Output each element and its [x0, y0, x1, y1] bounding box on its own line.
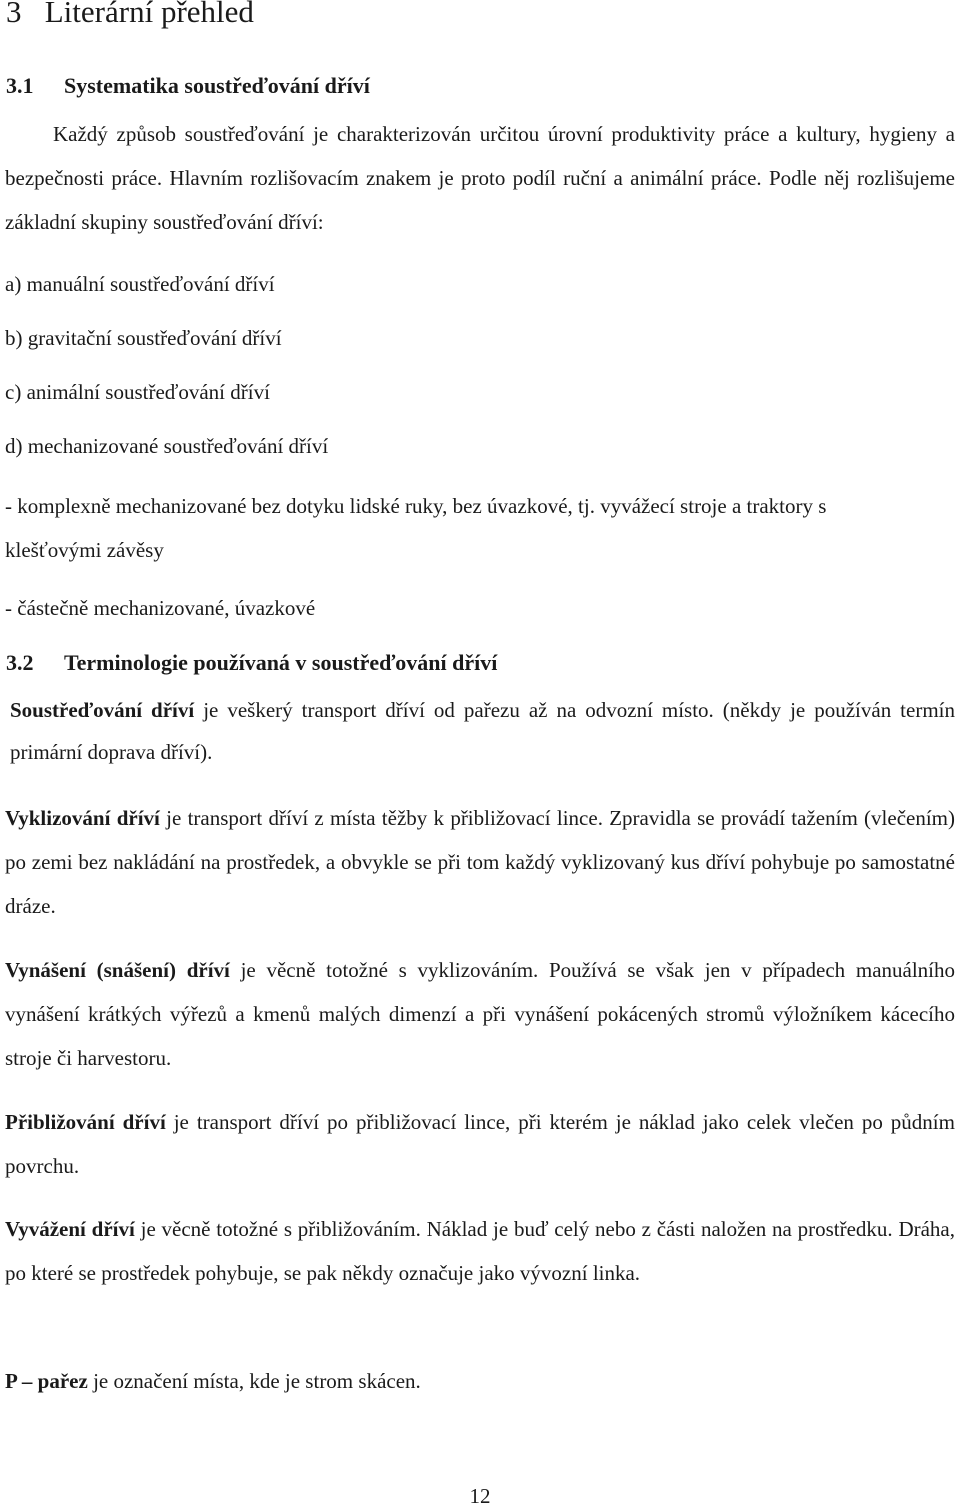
sub-list-item: - komplexně mechanizované bez dotyku lidské ruky, bez úvazkové, tj. vyvážecí stroje a traktory s klešťovými závěsy	[5, 494, 827, 562]
section-number: 3.2	[6, 650, 34, 675]
definition-term: Soustřeďování dříví	[10, 698, 195, 722]
definition-text: je transport dříví po přibližovací lince, při kterém je náklad jako celek vlečen po půdním povrchu.	[5, 1110, 955, 1178]
intro-paragraph: Každý způsob soustřeďování je charakterizován určitou úrovní produktivity práce a kultury, hygieny a bezpečnosti práce. Hlavním rozlišovacím znakem je proto podíl ruční a animální práce. Podle něj rozlišujeme základní skupiny soustřeďování dříví:	[5, 122, 955, 234]
list-item: c) animální soustřeďování dříví	[5, 380, 270, 404]
section-title: Systematika soustřeďování dříví	[64, 73, 370, 98]
section-number: 3.1	[6, 73, 34, 98]
list-item: d) mechanizované soustřeďování dříví	[5, 434, 329, 458]
definition-paragraph	[5, 1100, 955, 1188]
definition-paragraph	[10, 689, 955, 773]
definition-text: je věcně totožné s přibližováním. Náklad je buď celý nebo z části naložen na prostředku. Dráha, po které se prostředek pohybuje, se pak někdy označuje jako vývozní linka.	[5, 1217, 956, 1285]
definition-paragraph	[5, 1207, 955, 1295]
definition-text: je transport dříví z místa těžby k přibližovací lince. Zpravidla se provádí tažením (vlečením) po zemi bez nakládání na prostředek, a obvykle se při tom každý vyklizovaný kus dříví pohybuje po samostatné dráze.	[5, 806, 956, 918]
chapter-title: Literární přehled	[44, 0, 254, 29]
definition-term: P – pařez	[5, 1369, 88, 1393]
definition-term: Vynášení (snášení) dříví	[5, 958, 230, 982]
definition-text: je označení místa, kde je strom skácen.	[87, 1369, 421, 1393]
definition-paragraph	[5, 796, 955, 928]
list-item: b) gravitační soustřeďování dříví	[5, 326, 282, 350]
definition-term: Přibližování dříví	[5, 1110, 166, 1134]
definition-paragraph	[5, 1359, 955, 1403]
definition-term: Vyvážení dříví	[5, 1217, 135, 1241]
section-heading-3-1	[6, 73, 370, 99]
list-item: a) manuální soustřeďování dříví	[5, 272, 275, 296]
section-title: Terminologie používaná v soustřeďování dříví	[64, 650, 498, 675]
definition-text: je věcně totožné s vyklizováním. Používá se však jen v případech manuálního vynášení krátkých výřezů a kmenů malých dimenzí a při vynášení pokácených stromů výložníkem kácecího stroje či harvestoru.	[5, 958, 956, 1070]
definition-text: je veškerý transport dříví od pařezu až na odvozní místo. (někdy je používán termín primární doprava dříví).	[10, 698, 955, 764]
definition-paragraph	[5, 948, 955, 1080]
chapter-heading	[6, 0, 254, 30]
section-heading-3-2	[6, 650, 497, 676]
page-number: 12	[469, 1484, 491, 1508]
definition-term: Vyklizování dříví	[5, 806, 160, 830]
chapter-number: 3	[6, 0, 22, 29]
sub-list-item: - částečně mechanizované, úvazkové	[5, 596, 316, 620]
